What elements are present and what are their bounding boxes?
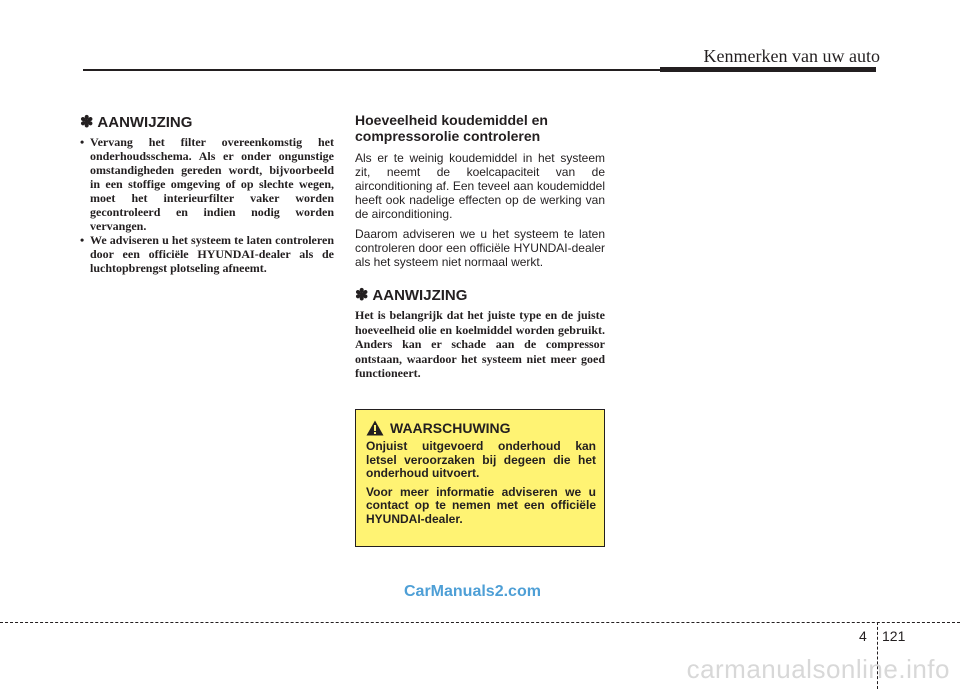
page-header-title: Kenmerken van uw auto: [703, 46, 880, 66]
star-icon: ✽: [355, 287, 369, 304]
list-item-text: Vervang het filter overeenkomstig het onderhoudsschema. Als er onder ongunstige omstandigheden gereden wordt, bijvoorbeeld in een stoffige omgeving of op slechte wegen, moet het interieurfilter vaker worden gecontroleerd en indien nodig worden vervangen.: [90, 135, 334, 233]
note-heading-label: AANWIJZING: [372, 286, 468, 304]
body-paragraph: Als er te weinig koudemiddel in het systeem zit, neemt de koelcapaciteit van de airconditioning af. Een teveel aan koudemiddel heeft ook nadelige effecten op de werking van de airconditioning.: [355, 151, 605, 221]
note-text: Het is belangrijk dat het juiste type en de juiste hoeveelheid olie en koelmiddel worden gebruikt. Anders kan er schade aan de compressor ontstaan, waardoor het systeem niet meer goed functioneert.: [355, 308, 605, 380]
watermark-link[interactable]: CarManuals2.com: [404, 583, 541, 600]
note-heading: [355, 285, 605, 305]
left-column: [80, 112, 334, 275]
bottom-watermark: carmanualsonline.info: [686, 654, 950, 684]
warning-triangle-icon: [366, 420, 384, 436]
note-heading-label: AANWIJZING: [97, 113, 193, 131]
list-item: [80, 135, 334, 233]
warning-heading: [366, 420, 596, 436]
warning-box: [355, 409, 605, 547]
footer-divider: [0, 622, 960, 623]
right-column: [355, 112, 605, 381]
section-title: Hoeveelheid koudemiddel en compressorolie controleren: [355, 112, 548, 144]
list-item-text: We adviseren u het systeem te laten controleren door een officiële HYUNDAI-dealer als de luchtopbrengst plotseling afneemt.: [90, 233, 334, 275]
note-list: [80, 135, 334, 275]
header-divider: [83, 69, 660, 71]
warning-heading-label: WAARSCHUWING: [390, 420, 511, 436]
list-item: [80, 233, 334, 275]
warning-paragraph: Onjuist uitgevoerd onderhoud kan letsel veroorzaken bij degeen die het onderhoud uitvoert.: [366, 439, 596, 480]
second-note: [355, 285, 605, 381]
header-divider-thick: [660, 67, 876, 72]
bullet-icon: •: [80, 135, 85, 149]
chapter-number: 4: [859, 628, 867, 644]
star-icon: ✽: [80, 114, 94, 131]
note-heading: [80, 112, 334, 132]
bullet-icon: •: [80, 233, 85, 247]
page-number: 121: [882, 628, 906, 644]
body-paragraph: Daarom adviseren we u het systeem te laten controleren door een officiële HYUNDAI-dealer als het systeem niet normaal werkt.: [355, 227, 605, 269]
warning-paragraph: Voor meer informatie adviseren we u contact op te nemen met een officiële HYUNDAI-dealer.: [366, 484, 596, 526]
